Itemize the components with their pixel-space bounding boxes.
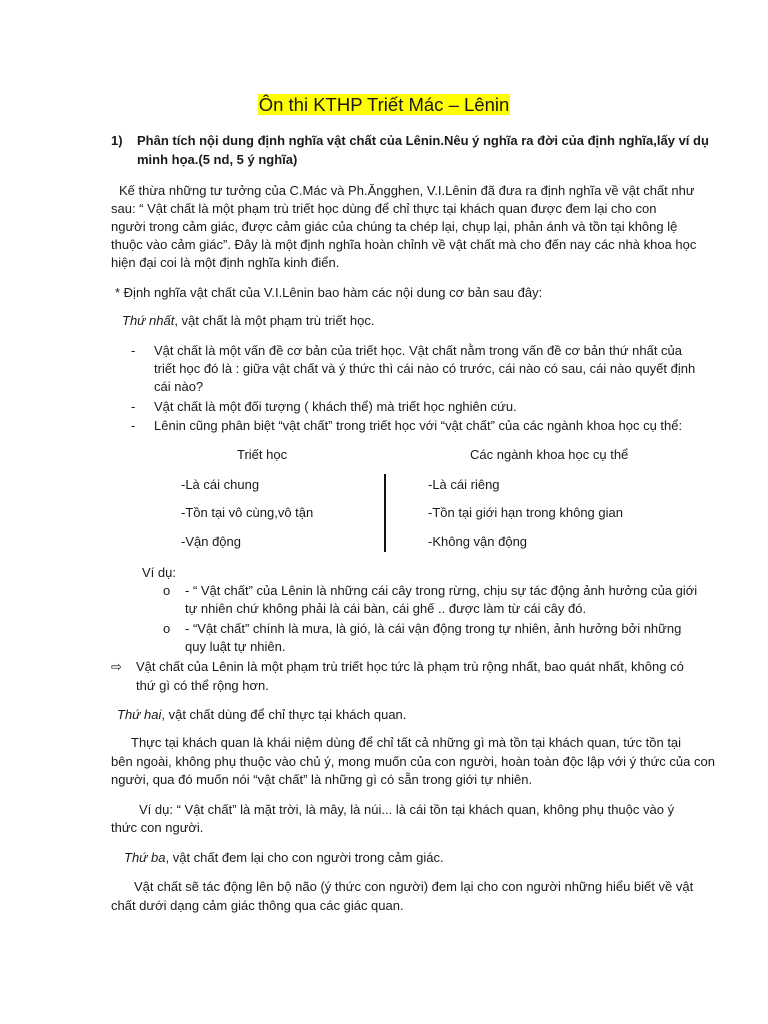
point-two-label: Thứ hai xyxy=(117,707,162,722)
bullet-marker: - xyxy=(131,343,136,358)
example-line: tự nhiên chứ không phải là cái bàn, cái ghế .. được làm từ cái cây đó. xyxy=(185,601,587,616)
point-three-label: Thứ ba xyxy=(124,850,166,865)
paragraph-line: Thực tại khách quan là khái niệm dùng để chỉ tất cả những gì mà tồn tại khách quan, tức tồn tại xyxy=(131,735,682,750)
example-marker: o xyxy=(163,621,171,636)
point-three-text: , vật chất đem lại cho con người trong cảm giác. xyxy=(165,850,444,865)
bullet-marker: - xyxy=(131,418,136,433)
conclusion-line: thứ gì có thể rộng hơn. xyxy=(136,678,269,693)
intro-line: sau: “ Vật chất là một phạm trù triết học dùng để chỉ thực tại khách quan được đem lại cho con xyxy=(111,201,657,216)
bullet-line: cái nào? xyxy=(154,379,204,394)
point-three xyxy=(124,848,444,867)
compare-left-item: -Vận động xyxy=(181,534,241,549)
point-two-text: , vật chất dùng để chỉ thực tại khách quan. xyxy=(161,707,407,722)
bullet-line: Vật chất là một đối tượng ( khách thể) mà triết học nghiên cứu. xyxy=(154,399,517,414)
example-line: - “ Vật chất” của Lênin là những cái cây trong rừng, chịu sự tác động ảnh hưởng của giới xyxy=(185,583,698,598)
compare-right-item: -Tồn tại giới hạn trong không gian xyxy=(428,505,623,520)
title-container xyxy=(0,93,768,117)
compare-divider xyxy=(384,474,386,552)
example-label: Ví dụ: xyxy=(142,565,176,580)
bullet-line: Lênin cũng phân biệt “vật chất” trong triết học với “vật chất” của các ngành khoa học cụ thể: xyxy=(154,418,683,433)
compare-left-header: Triết học xyxy=(237,447,288,462)
bullet-line: triết học đó là : giữa vật chất và ý thức thì cái nào có trước, cái nào có sau, cái nào quyết định xyxy=(154,361,696,376)
conclusion-line: Vật chất của Lênin là một phạm trù triết học tức là phạm trù rộng nhất, bao quát nhất, không có xyxy=(136,659,684,674)
bullet-line: Vật chất là một vấn đề cơ bản của triết học. Vật chất nằm trong vấn đề cơ bản thứ nhất của xyxy=(154,343,683,358)
point-one-label: Thứ nhất xyxy=(122,313,175,328)
paragraph-line: bên ngoài, không phụ thuộc vào chủ ý, mong muốn của con người, hoàn toàn độc lập với ý thức của con xyxy=(111,754,715,769)
point-one xyxy=(122,311,374,330)
example-line: - “Vật chất” chính là mưa, là gió, là cái vận động trong tự nhiên, ảnh hưởng bởi những xyxy=(185,621,682,636)
example-line: thức con người. xyxy=(111,820,204,835)
paragraph-line: người, qua đó muốn nói “vật chất” là những gì có sẵn trong giới tự nhiên. xyxy=(111,772,533,787)
compare-right-header: Các ngành khoa học cụ thể xyxy=(470,447,629,462)
point-two xyxy=(117,705,406,724)
question-line-1: Phân tích nội dung định nghĩa vật chất của Lênin.Nêu ý nghĩa ra đời của định nghĩa,lấy ví dụ xyxy=(137,133,709,148)
paragraph-line: Vật chất sẽ tác động lên bộ não (ý thức con người) đem lại cho con người những hiểu biết về vật xyxy=(134,879,694,894)
question-number: 1) xyxy=(111,133,123,148)
intro-line: thuộc vào cảm giác”. Đây là một định nghĩa hoàn chỉnh về vật chất mà cho đến nay các nhà khoa học xyxy=(111,237,697,252)
intro-line: Kế thừa những tư tưởng của C.Mác và Ph.Ăngghen, V.I.Lênin đã đưa ra định nghĩa về vật chất như xyxy=(119,183,695,198)
example-line: quy luật tự nhiên. xyxy=(185,639,286,654)
paragraph-line: chất dưới dạng cảm giác thông qua các giác quan. xyxy=(111,898,404,913)
intro-line: người trong cảm giác, được cảm giác của chúng ta chép lại, chụp lại, phản ánh và tồn tại không lệ xyxy=(111,219,678,234)
example-marker: o xyxy=(163,583,171,598)
compare-left-item: -Là cái chung xyxy=(181,477,260,492)
point-one-text: , vật chất là một phạm trù triết học. xyxy=(174,313,375,328)
question-line-2: minh họa.(5 nd, 5 ý nghĩa) xyxy=(137,152,298,167)
definition-intro: * Định nghĩa vật chất của V.I.Lênin bao hàm các nội dung cơ bản sau đây: xyxy=(115,285,543,300)
bullet-marker: - xyxy=(131,399,136,414)
example-line: Ví dụ: “ Vật chất” là mặt trời, là mây, là núi... là cái tồn tại khách quan, không phụ thuộc vào ý xyxy=(139,802,675,817)
document-title: Ôn thi KTHP Triết Mác – Lênin xyxy=(258,94,510,115)
compare-left-item: -Tồn tại vô cùng,vô tận xyxy=(181,505,314,520)
arrow-right-icon: ⇨ xyxy=(111,659,122,674)
intro-line: hiện đại coi là một định nghĩa kinh điển. xyxy=(111,255,340,270)
compare-right-item: -Không vận động xyxy=(428,534,528,549)
compare-right-item: -Là cái riêng xyxy=(428,477,500,492)
